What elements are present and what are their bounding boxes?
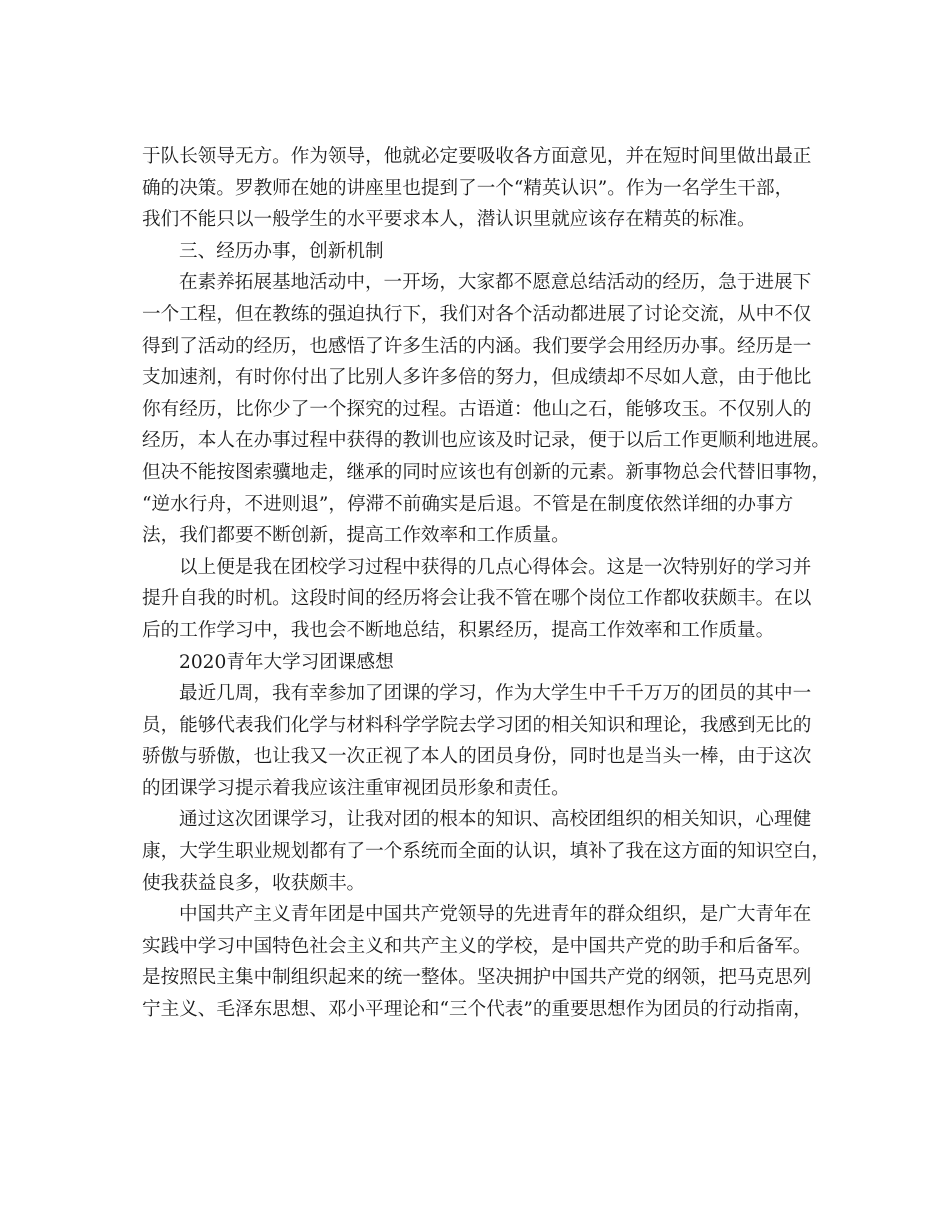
text-line: 支加速剂，有时你付出了比别人多许多倍的努力，但成绩却不尽如人意，由于他比 xyxy=(142,367,812,389)
text-line: 在素养拓展基地活动中，一开场，大家都不愿意总结活动的经历，急于进展下 xyxy=(179,272,812,294)
text-line: 得到了活动的经历，也感悟了许多生活的内涵。我们要学会用经历办事。经历是一 xyxy=(142,335,812,357)
text-line: 以上便是我在团校学习过程中获得的几点心得体会。这是一次特别好的学习并 xyxy=(179,556,812,578)
text-line: 2020青年大学习团课感想 xyxy=(179,651,394,673)
text-line: 于队长领导无方。作为领导，他就必定要吸收各方面意见，并在短时间里做出最正 xyxy=(142,146,812,167)
text-line: 最近几周，我有幸参加了团课的学习，作为大学生中千千万万的团员的其中一 xyxy=(179,683,812,705)
text-line: 一个工程，但在教练的强迫执行下，我们对各个活动都进展了讨论交流，从中不仅 xyxy=(142,303,812,325)
text-line: 你有经历，比你少了一个探究的过程。古语道：他山之石，能够攻玉。不仅别人的 xyxy=(142,398,812,420)
text-line: 但决不能按图索骥地走，继承的同时应该也有创新的元素。新事物总会代替旧事物， xyxy=(142,461,830,483)
text-line: 经历，本人在办事过程中获得的教训也应该及时记录，便于以后工作更顺利地进展。 xyxy=(142,430,830,452)
text-line: 使我获益良多，收获颇丰。 xyxy=(142,872,366,894)
text-line: 中国共产主义青年团是中国共产党领导的先进青年的群众组织，是广大青年在 xyxy=(179,904,812,926)
text-line: 康，大学生职业规划都有了一个系统而全面的认识，填补了我在这方面的知识空白， xyxy=(142,841,830,863)
text-line: 提升自我的时机。这段时间的经历将会让我不管在哪个岗位工作都收获颇丰。在以 xyxy=(142,588,812,610)
text-line: 员，能够代表我们化学与材料科学学院去学习团的相关知识和理论，我感到无比的 xyxy=(142,714,812,736)
text-line: 骄傲与骄傲，也让我又一次正视了本人的团员身份，同时也是当头一棒，由于这次 xyxy=(142,746,812,768)
document-body xyxy=(142,141,830,1026)
text-line: 我们不能只以一般学生的水平要求本人，潜认识里就应该存在精英的标准。 xyxy=(142,209,756,231)
text-line: 确的决策。罗教师在她的讲座里也提到了一个“精英认识”。作为一名学生干部， xyxy=(142,177,794,199)
text-line: 实践中学习中国特色社会主义和共产主义的学校，是中国共产党的助手和后备军。 xyxy=(142,935,812,957)
text-line: 后的工作学习中，我也会不断地总结，积累经历，提高工作效率和工作质量。 xyxy=(142,619,775,641)
text-line: 三、经历办事，创新机制 xyxy=(179,240,384,262)
text-line: 通过这次团课学习，让我对团的根本的知识、高校团组织的相关知识，心理健 xyxy=(179,809,812,831)
text-line: 是按照民主集中制组织起来的统一整体。坚决拥护中国共产党的纲领，把马克思列 xyxy=(142,967,812,989)
text-line: 的团课学习提示着我应该注重审视团员形象和责任。 xyxy=(142,777,570,799)
text-line: 宁主义、毛泽东思想、邓小平理论和“三个代表”的重要思想作为团员的行动指南， xyxy=(142,999,812,1021)
text-line: “逆水行舟，不进则退”，停滞不前确实是后退。不管是在制度依然详细的办事方 xyxy=(142,493,794,515)
text-line: 法，我们都要不断创新，提高工作效率和工作质量。 xyxy=(142,525,570,547)
